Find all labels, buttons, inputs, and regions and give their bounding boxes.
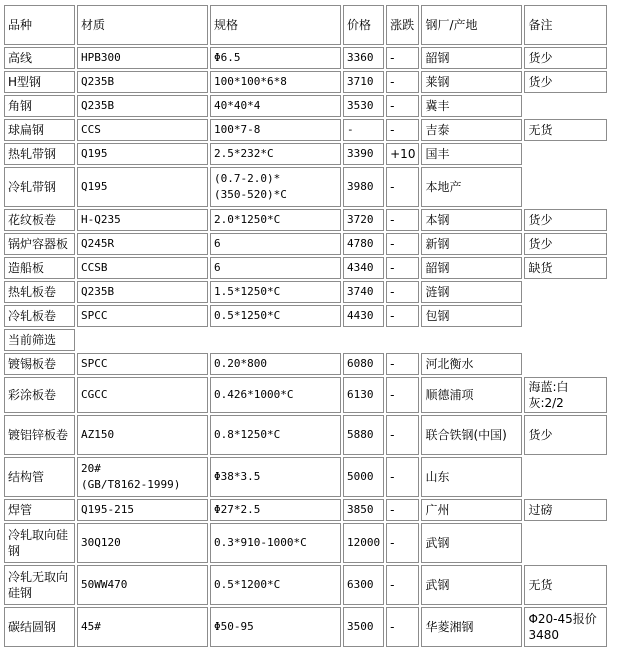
cell-mill [421, 329, 522, 351]
cell-spec: 0.426*1000*C [210, 377, 341, 413]
cell-price: 3740 [343, 281, 384, 303]
cell-price: 6130 [343, 377, 384, 413]
cell-material: HPB300 [77, 47, 208, 69]
cell-change: - [386, 415, 419, 455]
cell-name: 角钢 [4, 95, 75, 117]
header-material: 材质 [77, 5, 208, 45]
cell-note [524, 305, 607, 327]
cell-note: 海蓝:白灰:2/2 [524, 377, 607, 413]
cell-material: 30Q120 [77, 523, 208, 563]
cell-mill: 顺德浦项 [421, 377, 522, 413]
header-mill: 钢厂/产地 [421, 5, 522, 45]
cell-spec: 6 [210, 233, 341, 255]
cell-material: Q195 [77, 143, 208, 165]
cell-material: Q235B [77, 71, 208, 93]
cell-note [524, 457, 607, 497]
cell-mill: 新钢 [421, 233, 522, 255]
cell-material: CGCC [77, 377, 208, 413]
cell-price: 6080 [343, 353, 384, 375]
cell-material: Q235B [77, 95, 208, 117]
cell-mill: 涟钢 [421, 281, 522, 303]
cell-spec [210, 329, 341, 351]
header-name: 品种 [4, 5, 75, 45]
cell-note: 货少 [524, 47, 607, 69]
cell-note: Φ20-45报价3480 [524, 607, 607, 647]
table-row [4, 167, 607, 207]
cell-material: Q195 [77, 167, 208, 207]
cell-change: - [386, 119, 419, 141]
cell-spec: Φ27*2.5 [210, 499, 341, 521]
cell-material: AZ150 [77, 415, 208, 455]
cell-name: 花纹板卷 [4, 209, 75, 231]
cell-name: 冷轧无取向硅钢 [4, 565, 75, 605]
cell-change: - [386, 47, 419, 69]
cell-name: 彩涂板卷 [4, 377, 75, 413]
cell-name: 锅炉容器板 [4, 233, 75, 255]
cell-spec: Φ50-95 [210, 607, 341, 647]
cell-change: - [386, 523, 419, 563]
cell-note: 货少 [524, 71, 607, 93]
header-note: 备注 [524, 5, 607, 45]
table-row [4, 377, 607, 413]
table-row [4, 353, 607, 375]
cell-material: SPCC [77, 353, 208, 375]
cell-mill: 河北衡水 [421, 353, 522, 375]
cell-note: 货少 [524, 415, 607, 455]
cell-change: - [386, 233, 419, 255]
cell-change: - [386, 353, 419, 375]
cell-note [524, 95, 607, 117]
cell-mill: 包钢 [421, 305, 522, 327]
cell-price: 3530 [343, 95, 384, 117]
cell-name: 镀锡板卷 [4, 353, 75, 375]
cell-name: 冷轧板卷 [4, 305, 75, 327]
cell-price: 4340 [343, 257, 384, 279]
cell-material: CCS [77, 119, 208, 141]
cell-change: - [386, 377, 419, 413]
steel-price-table [2, 3, 609, 649]
table-row [4, 499, 607, 521]
cell-price: 3850 [343, 499, 384, 521]
header-change: 涨跌 [386, 5, 419, 45]
cell-material: Q245R [77, 233, 208, 255]
cell-note: 货少 [524, 209, 607, 231]
table-row [4, 47, 607, 69]
cell-spec: 100*100*6*8 [210, 71, 341, 93]
cell-material [77, 329, 208, 351]
cell-price: 4780 [343, 233, 384, 255]
cell-name: 镀铝锌板卷 [4, 415, 75, 455]
cell-name: 冷轧取向硅钢 [4, 523, 75, 563]
cell-change: - [386, 305, 419, 327]
cell-price: 12000 [343, 523, 384, 563]
cell-mill: 莱钢 [421, 71, 522, 93]
cell-mill: 韶钢 [421, 257, 522, 279]
cell-name: 焊管 [4, 499, 75, 521]
table-body [4, 47, 607, 647]
cell-price: 3360 [343, 47, 384, 69]
table-row [4, 457, 607, 497]
cell-spec: 0.5*1200*C [210, 565, 341, 605]
cell-change: - [386, 281, 419, 303]
cell-mill: 国丰 [421, 143, 522, 165]
cell-name: 热轧带钢 [4, 143, 75, 165]
cell-change: - [386, 95, 419, 117]
cell-note [524, 353, 607, 375]
cell-note [524, 143, 607, 165]
cell-change: - [386, 167, 419, 207]
cell-spec: Φ38*3.5 [210, 457, 341, 497]
cell-spec: (0.7-2.0)* (350-520)*C [210, 167, 341, 207]
cell-price: 3390 [343, 143, 384, 165]
cell-name: 当前筛选 [4, 329, 75, 351]
cell-material: CCSB [77, 257, 208, 279]
cell-note: 货少 [524, 233, 607, 255]
cell-change: - [386, 607, 419, 647]
cell-price: 3980 [343, 167, 384, 207]
cell-spec: 0.8*1250*C [210, 415, 341, 455]
cell-spec: 2.0*1250*C [210, 209, 341, 231]
cell-price: 5000 [343, 457, 384, 497]
cell-mill: 韶钢 [421, 47, 522, 69]
cell-name: 热轧板卷 [4, 281, 75, 303]
cell-price: 3500 [343, 607, 384, 647]
table-row [4, 143, 607, 165]
cell-mill: 冀丰 [421, 95, 522, 117]
table-row [4, 523, 607, 563]
header-price: 价格 [343, 5, 384, 45]
cell-name: 碳结圆钢 [4, 607, 75, 647]
cell-note [524, 523, 607, 563]
cell-note: 缺货 [524, 257, 607, 279]
cell-name: 冷轧带钢 [4, 167, 75, 207]
cell-change: - [386, 71, 419, 93]
cell-name: H型钢 [4, 71, 75, 93]
table-row [4, 71, 607, 93]
cell-name: 高线 [4, 47, 75, 69]
cell-price: - [343, 119, 384, 141]
table-row [4, 329, 607, 351]
table-row [4, 565, 607, 605]
cell-name: 结构管 [4, 457, 75, 497]
cell-note [524, 167, 607, 207]
cell-mill: 山东 [421, 457, 522, 497]
cell-change: +10 [386, 143, 419, 165]
cell-spec: 6 [210, 257, 341, 279]
table-row [4, 233, 607, 255]
cell-material: H-Q235 [77, 209, 208, 231]
cell-mill: 本地产 [421, 167, 522, 207]
cell-material: SPCC [77, 305, 208, 327]
table-row [4, 607, 607, 647]
cell-mill: 广州 [421, 499, 522, 521]
table-row [4, 281, 607, 303]
cell-price: 4430 [343, 305, 384, 327]
table-row [4, 209, 607, 231]
cell-note [524, 281, 607, 303]
table-row [4, 95, 607, 117]
cell-price: 6300 [343, 565, 384, 605]
cell-spec: 2.5*232*C [210, 143, 341, 165]
header-spec: 规格 [210, 5, 341, 45]
cell-change: - [386, 565, 419, 605]
cell-name: 球扁钢 [4, 119, 75, 141]
cell-change: - [386, 457, 419, 497]
table-row [4, 119, 607, 141]
table-row [4, 257, 607, 279]
price-table-container [2, 3, 609, 649]
cell-material: Q235B [77, 281, 208, 303]
cell-spec: Φ6.5 [210, 47, 341, 69]
cell-price: 5880 [343, 415, 384, 455]
cell-mill: 联合铁钢(中国) [421, 415, 522, 455]
cell-mill: 本钢 [421, 209, 522, 231]
cell-note [524, 329, 607, 351]
cell-change: - [386, 499, 419, 521]
cell-mill: 华菱湘钢 [421, 607, 522, 647]
cell-change: - [386, 257, 419, 279]
cell-price: 3720 [343, 209, 384, 231]
cell-change [386, 329, 419, 351]
cell-price [343, 329, 384, 351]
cell-material: 50WW470 [77, 565, 208, 605]
cell-price: 3710 [343, 71, 384, 93]
header-row [4, 5, 607, 45]
cell-material: Q195-215 [77, 499, 208, 521]
cell-mill: 武钢 [421, 565, 522, 605]
cell-spec: 0.20*800 [210, 353, 341, 375]
cell-spec: 0.3*910-1000*C [210, 523, 341, 563]
cell-name: 造船板 [4, 257, 75, 279]
table-row [4, 415, 607, 455]
cell-note: 无货 [524, 119, 607, 141]
cell-note: 过磅 [524, 499, 607, 521]
cell-change: - [386, 209, 419, 231]
cell-spec: 1.5*1250*C [210, 281, 341, 303]
cell-note: 无货 [524, 565, 607, 605]
cell-spec: 40*40*4 [210, 95, 341, 117]
cell-material: 45# [77, 607, 208, 647]
cell-spec: 100*7-8 [210, 119, 341, 141]
cell-material: 20# (GB/T8162-1999) [77, 457, 208, 497]
cell-spec: 0.5*1250*C [210, 305, 341, 327]
cell-mill: 吉泰 [421, 119, 522, 141]
cell-mill: 武钢 [421, 523, 522, 563]
table-row [4, 305, 607, 327]
